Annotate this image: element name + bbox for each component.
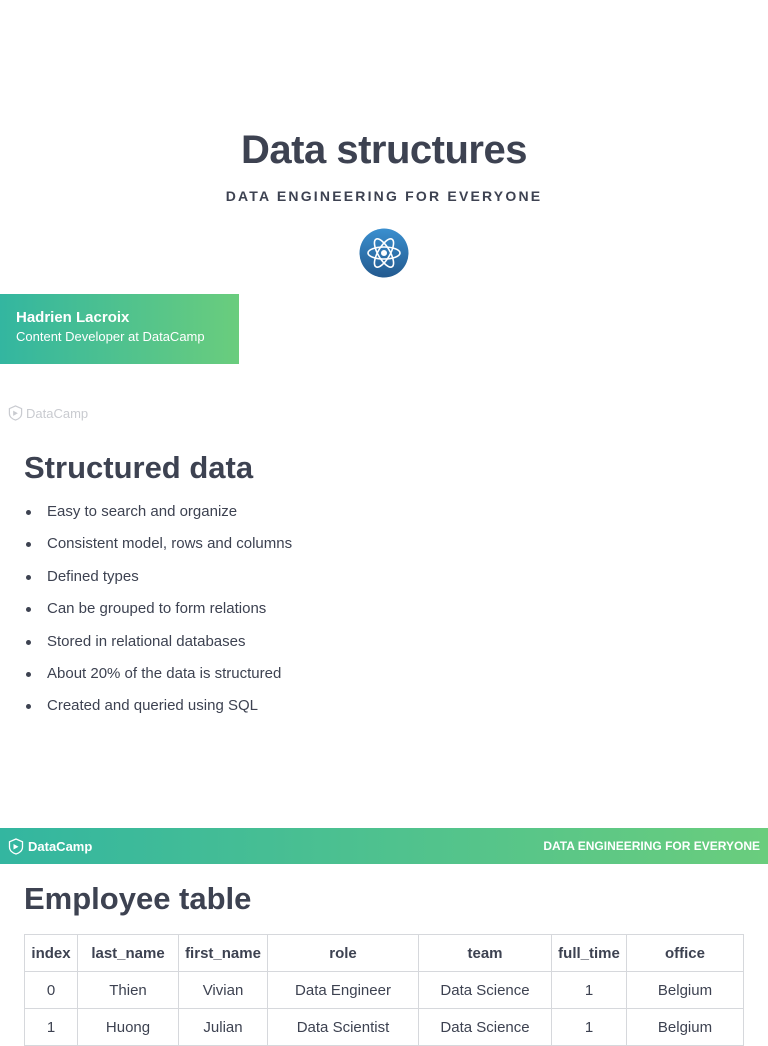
- column-header: office: [627, 935, 744, 972]
- table-cell: Data Scientist: [268, 1009, 419, 1046]
- banner-logo-text: DataCamp: [28, 838, 93, 854]
- column-header: first_name: [179, 935, 268, 972]
- column-header: full_time: [552, 935, 627, 972]
- bullet-dot: [26, 640, 31, 645]
- table-cell: 1: [552, 972, 627, 1009]
- column-header: team: [419, 935, 552, 972]
- bullet-item: [24, 662, 292, 694]
- employee-table-heading: Employee table: [24, 881, 252, 916]
- bullet-dot: [26, 704, 31, 709]
- bullet-item: [24, 565, 292, 597]
- author-role: Content Developer at DataCamp: [16, 329, 205, 344]
- table-cell: Thien: [78, 972, 179, 1009]
- bullet-dot: [26, 542, 31, 547]
- bullet-item: [24, 630, 292, 662]
- banner-logo: [8, 838, 92, 855]
- table-row: [25, 972, 744, 1009]
- table-cell: Huong: [78, 1009, 179, 1046]
- bullet-item: [24, 532, 292, 564]
- table-cell: 1: [25, 1009, 78, 1046]
- table-cell: 1: [552, 1009, 627, 1046]
- table-cell: Vivian: [179, 972, 268, 1009]
- bullet-item: [24, 500, 292, 532]
- bullet-item: [24, 597, 292, 629]
- datacamp-logo-icon: [8, 838, 24, 855]
- structured-data-heading: Structured data: [24, 450, 254, 485]
- table-cell: Data Engineer: [268, 972, 419, 1009]
- bullet-text: Consistent model, rows and columns: [47, 535, 293, 553]
- bullet-text: Created and queried using SQL: [47, 697, 258, 715]
- course-subtitle: DATA ENGINEERING FOR EVERYONE: [225, 188, 543, 204]
- author-card: [0, 294, 239, 364]
- author-name: Hadrien Lacroix: [16, 309, 130, 326]
- watermark-text: DataCamp: [26, 405, 89, 421]
- bullet-dot: [26, 575, 31, 580]
- bullet-dot: [26, 607, 31, 612]
- table-header-row: [25, 935, 744, 972]
- bullet-dot: [26, 510, 31, 515]
- table-cell: Data Science: [419, 972, 552, 1009]
- employee-table: [24, 934, 744, 1046]
- bullet-dot: [26, 672, 31, 677]
- slide-banner: [0, 828, 768, 864]
- bullet-text: Defined types: [47, 567, 139, 585]
- table-cell: Belgium: [627, 972, 744, 1009]
- column-header: index: [25, 935, 78, 972]
- bullet-item: [24, 694, 292, 726]
- banner-course-title: DATA ENGINEERING FOR EVERYONE: [543, 839, 760, 853]
- slide-title: Data structures: [241, 128, 527, 172]
- column-header: last_name: [78, 935, 179, 972]
- bullet-text: Can be grouped to form relations: [47, 600, 267, 618]
- bullet-text: Stored in relational databases: [47, 632, 246, 650]
- table-cell: 0: [25, 972, 78, 1009]
- bullet-text: About 20% of the data is structured: [47, 664, 282, 682]
- datacamp-watermark: [8, 405, 88, 421]
- column-header: role: [268, 935, 419, 972]
- bullet-list: [24, 500, 292, 727]
- atom-icon: [359, 228, 409, 278]
- table-row: [25, 1009, 744, 1046]
- table-cell: Data Science: [419, 1009, 552, 1046]
- bullet-text: Easy to search and organize: [47, 503, 238, 520]
- table-cell: Belgium: [627, 1009, 744, 1046]
- datacamp-logo-icon: [8, 405, 23, 421]
- table-cell: Julian: [179, 1009, 268, 1046]
